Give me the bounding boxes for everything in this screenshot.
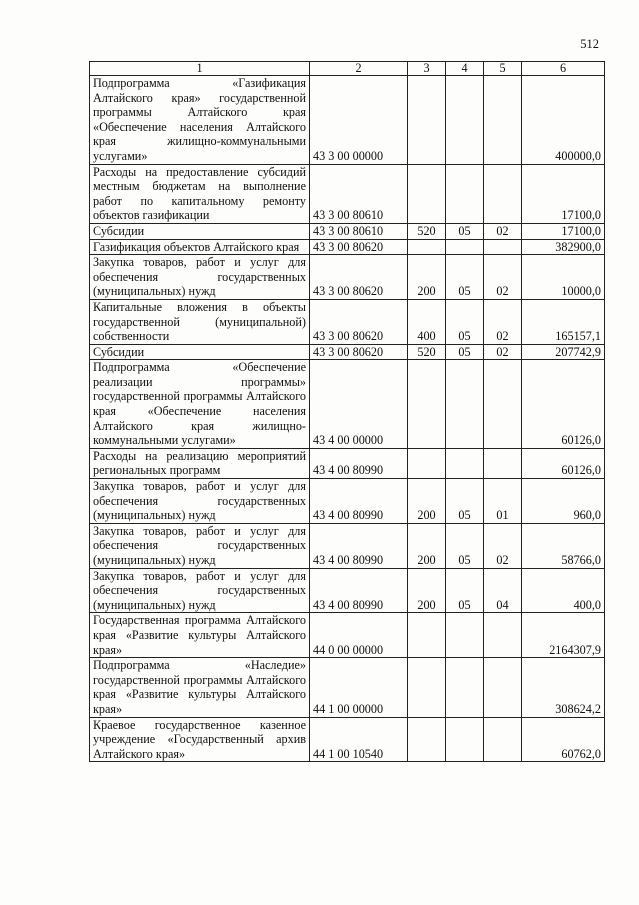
row-amount: 60762,0 — [522, 717, 605, 762]
row-description: Капитальные вложения в объекты государственной (муниципальной) собственности — [90, 299, 310, 344]
row-description: Расходы на предоставление субсидий местным бюджетам на выполнение работ по капитальному ремонту объектов газификации — [90, 164, 310, 223]
row-description: Расходы на реализацию мероприятий региональных программ — [90, 448, 310, 478]
row-subsection: 02 — [484, 255, 522, 300]
row-description: Подпрограмма «Наследие» государственной программы Алтайского края «Развитие культуры Алтайского края» — [90, 658, 310, 717]
table-body — [90, 76, 605, 762]
row-code: 43 4 00 00000 — [310, 360, 408, 449]
row-section — [446, 76, 484, 165]
row-code: 43 4 00 80990 — [310, 523, 408, 568]
row-subsection — [484, 360, 522, 449]
row-subsection — [484, 448, 522, 478]
row-amount: 2164307,9 — [522, 613, 605, 658]
row-subsection — [484, 76, 522, 165]
row-code: 43 3 00 80620 — [310, 344, 408, 360]
row-description: Подпрограмма «Обеспечение реализации программы» государственной программы Алтайского края «Обеспечение населения Алтайского края жилищно-коммунальными услугами» — [90, 360, 310, 449]
column-header-5: 5 — [484, 62, 522, 76]
table-row — [90, 448, 605, 478]
row-code: 43 4 00 80990 — [310, 568, 408, 613]
row-subsection: 02 — [484, 223, 522, 239]
table-row — [90, 568, 605, 613]
table-row — [90, 344, 605, 360]
row-section — [446, 658, 484, 717]
row-subsection — [484, 239, 522, 255]
row-subsection — [484, 613, 522, 658]
row-subsection: 02 — [484, 299, 522, 344]
row-amount: 10000,0 — [522, 255, 605, 300]
row-description: Закупка товаров, работ и услуг для обеспечения государственных (муниципальных) нужд — [90, 523, 310, 568]
table-row — [90, 523, 605, 568]
row-amount: 165157,1 — [522, 299, 605, 344]
row-section — [446, 239, 484, 255]
column-header-6: 6 — [522, 62, 605, 76]
row-code: 44 1 00 10540 — [310, 717, 408, 762]
row-expense-type — [408, 76, 446, 165]
row-subsection: 04 — [484, 568, 522, 613]
row-amount: 308624,2 — [522, 658, 605, 717]
row-section — [446, 164, 484, 223]
row-code: 43 3 00 80620 — [310, 299, 408, 344]
row-code: 43 4 00 80990 — [310, 479, 408, 524]
table-row — [90, 613, 605, 658]
row-expense-type — [408, 717, 446, 762]
row-code: 43 3 00 80610 — [310, 164, 408, 223]
row-description: Закупка товаров, работ и услуг для обеспечения государственных (муниципальных) нужд — [90, 479, 310, 524]
row-section: 05 — [446, 223, 484, 239]
row-section: 05 — [446, 344, 484, 360]
column-header-4: 4 — [446, 62, 484, 76]
row-code: 43 3 00 00000 — [310, 76, 408, 165]
row-code: 44 0 00 00000 — [310, 613, 408, 658]
row-amount: 400000,0 — [522, 76, 605, 165]
row-expense-type: 200 — [408, 568, 446, 613]
row-expense-type: 200 — [408, 523, 446, 568]
row-amount: 400,0 — [522, 568, 605, 613]
table-row — [90, 479, 605, 524]
row-subsection: 02 — [484, 523, 522, 568]
header-row — [90, 62, 605, 76]
table-header — [90, 62, 605, 76]
row-code: 44 1 00 00000 — [310, 658, 408, 717]
row-subsection — [484, 164, 522, 223]
row-description: Газификация объектов Алтайского края — [90, 239, 310, 255]
row-section: 05 — [446, 299, 484, 344]
column-header-1: 1 — [90, 62, 310, 76]
row-code: 43 4 00 80990 — [310, 448, 408, 478]
row-section — [446, 717, 484, 762]
row-description: Субсидии — [90, 344, 310, 360]
row-subsection: 01 — [484, 479, 522, 524]
table-row — [90, 299, 605, 344]
row-amount: 207742,9 — [522, 344, 605, 360]
row-description: Закупка товаров, работ и услуг для обеспечения государственных (муниципальных) нужд — [90, 255, 310, 300]
table-row — [90, 223, 605, 239]
row-expense-type — [408, 164, 446, 223]
row-amount: 60126,0 — [522, 448, 605, 478]
row-section: 05 — [446, 479, 484, 524]
row-section — [446, 613, 484, 658]
table-row — [90, 76, 605, 165]
row-subsection — [484, 717, 522, 762]
row-amount: 17100,0 — [522, 223, 605, 239]
column-header-2: 2 — [310, 62, 408, 76]
row-expense-type: 520 — [408, 223, 446, 239]
row-code: 43 3 00 80620 — [310, 239, 408, 255]
table-row — [90, 239, 605, 255]
row-section: 05 — [446, 523, 484, 568]
table-row — [90, 164, 605, 223]
budget-table — [89, 61, 605, 762]
row-expense-type: 200 — [408, 479, 446, 524]
row-section — [446, 360, 484, 449]
row-description: Подпрограмма «Газификация Алтайского края» государственной программы Алтайского края «Обеспечение населения Алтайского края жилищно-коммунальными услугами» — [90, 76, 310, 165]
row-expense-type: 200 — [408, 255, 446, 300]
row-description: Субсидии — [90, 223, 310, 239]
row-code: 43 3 00 80610 — [310, 223, 408, 239]
row-code: 43 3 00 80620 — [310, 255, 408, 300]
row-amount: 60126,0 — [522, 360, 605, 449]
row-expense-type: 520 — [408, 344, 446, 360]
row-expense-type — [408, 239, 446, 255]
column-header-3: 3 — [408, 62, 446, 76]
row-section: 05 — [446, 255, 484, 300]
row-expense-type: 400 — [408, 299, 446, 344]
row-subsection: 02 — [484, 344, 522, 360]
row-section: 05 — [446, 568, 484, 613]
row-amount: 58766,0 — [522, 523, 605, 568]
row-expense-type — [408, 448, 446, 478]
page-number: 512 — [580, 37, 599, 51]
row-expense-type — [408, 658, 446, 717]
row-description: Краевое государственное казенное учреждение «Государственный архив Алтайского края» — [90, 717, 310, 762]
table-row — [90, 255, 605, 300]
table-row — [90, 360, 605, 449]
row-expense-type — [408, 360, 446, 449]
row-amount: 17100,0 — [522, 164, 605, 223]
table-row — [90, 717, 605, 762]
row-amount: 960,0 — [522, 479, 605, 524]
table-row — [90, 658, 605, 717]
row-description: Государственная программа Алтайского края «Развитие культуры Алтайского края» — [90, 613, 310, 658]
row-subsection — [484, 658, 522, 717]
row-expense-type — [408, 613, 446, 658]
row-description: Закупка товаров, работ и услуг для обеспечения государственных (муниципальных) нужд — [90, 568, 310, 613]
row-amount: 382900,0 — [522, 239, 605, 255]
row-section — [446, 448, 484, 478]
